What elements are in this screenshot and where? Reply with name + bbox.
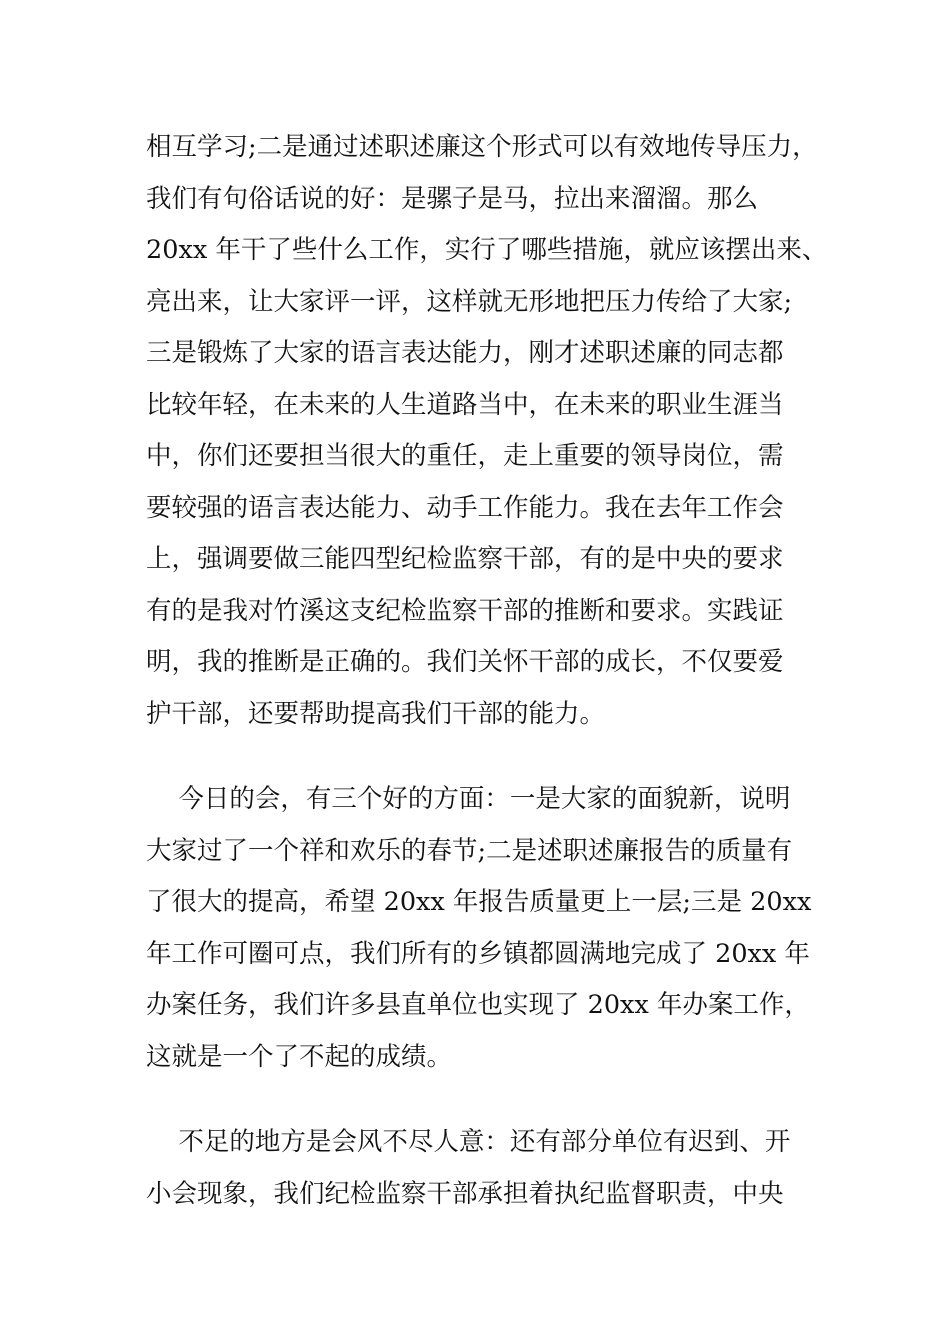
text-line: 上，强调要做三能四型纪检监察干部，有的是中央的要求	[146, 544, 784, 574]
text-line: 年工作可圈可点，我们所有的乡镇都圆满地完成了 20xx 年	[146, 938, 810, 969]
text-line: 有的是我对竹溪这支纪检监察干部的推断和要求。实践证	[146, 595, 784, 626]
text-line: 办案任务，我们许多县直单位也实现了 20xx 年办案工作，	[146, 990, 810, 1020]
paragraph-3	[146, 1117, 846, 1220]
text-line: 这就是一个了不起的成绩。	[146, 1041, 453, 1072]
text-line: 小会现象，我们纪检监察干部承担着执纪监督职责，中央	[146, 1178, 784, 1209]
text-line: 护干部，还要帮助提高我们干部的能力。	[146, 698, 606, 729]
text-line: 中，你们还要担当很大的重任，走上重要的领导岗位，需	[146, 441, 784, 471]
text-line: 三是锻炼了大家的语言表达能力，刚才述职述廉的同志都	[146, 338, 784, 368]
text-line: 明，我的推断是正确的。我们关怀干部的成长，不仅要爱	[146, 647, 784, 677]
text-line: 了很大的提高，希望 20xx 年报告质量更上一层;三是 20xx	[146, 887, 812, 917]
text-line: 20xx 年干了些什么工作，实行了哪些措施，就应该摆出来、	[146, 235, 828, 265]
text-line: 大家过了一个祥和欢乐的春节;二是述职述廉报告的质量有	[146, 835, 793, 866]
paragraph-2	[146, 774, 846, 1083]
text-line: 比较年轻，在未来的人生道路当中，在未来的职业生涯当	[146, 389, 784, 420]
text-line: 要较强的语言表达能力、动手工作能力。我在去年工作会	[146, 492, 784, 523]
text-line: 今日的会，有三个好的方面：一是大家的面貌新，说明	[146, 784, 791, 814]
text-line: 我们有句俗话说的好：是骡子是马，拉出来溜溜。那么	[146, 183, 759, 214]
text-line: 亮出来，让大家评一评，这样就无形地把压力传给了大家;	[146, 286, 793, 317]
text-line: 相互学习;二是通过述职述廉这个形式可以有效地传导压力，	[146, 132, 818, 162]
paragraph-1	[146, 122, 846, 740]
text-line: 不足的地方是会风不尽人意：还有部分单位有迟到、开	[146, 1127, 791, 1157]
